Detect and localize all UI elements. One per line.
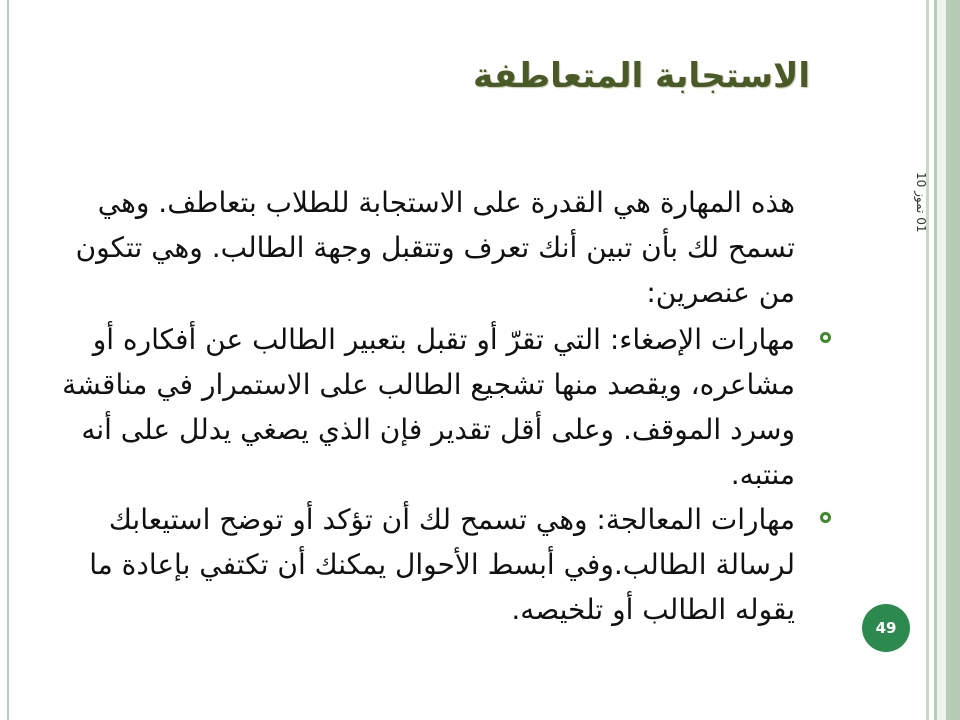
slide-date: 01 تموز 10 bbox=[914, 172, 928, 233]
bullet-text: مهارات الإصغاء: التي تقرّ أو تقبل بتعبير الطالب عن أفكاره أو مشاعره، ويقصد منها تشجيع الطالب على الاستمرار في مناقشة وسرد الموقف. وعلى أقل تقدير فإن الذي يصغي يدلل على أنه منتبه. bbox=[62, 323, 795, 491]
bullet-text: مهارات المعالجة: وهي تسمح لك أن تؤكد أو توضح استيعابك لرسالة الطالب.وفي أبسط الأحوال يمكنك أن تكتفي بإعادة ما يقوله الطالب أو تلخيصه. bbox=[89, 503, 795, 626]
circle-bullet-icon bbox=[820, 512, 831, 523]
circle-bullet-icon bbox=[820, 332, 831, 343]
page-number-badge: 49 bbox=[862, 604, 910, 652]
bullet-list bbox=[45, 317, 805, 632]
slide-body bbox=[45, 180, 805, 632]
slide-title: الاستجابة المتعاطفة bbox=[473, 56, 810, 96]
right-decorative-stripes bbox=[926, 0, 960, 720]
bullet-item-processing bbox=[45, 497, 805, 632]
intro-paragraph: هذه المهارة هي القدرة على الاستجابة للطلاب بتعاطف. وهي تسمح لك بأن تبين أنك تعرف وتتقبل وجهة الطالب. وهي تتكون من عنصرين: bbox=[75, 186, 795, 309]
left-border-line bbox=[7, 0, 9, 720]
bullet-item-listening bbox=[45, 317, 805, 497]
